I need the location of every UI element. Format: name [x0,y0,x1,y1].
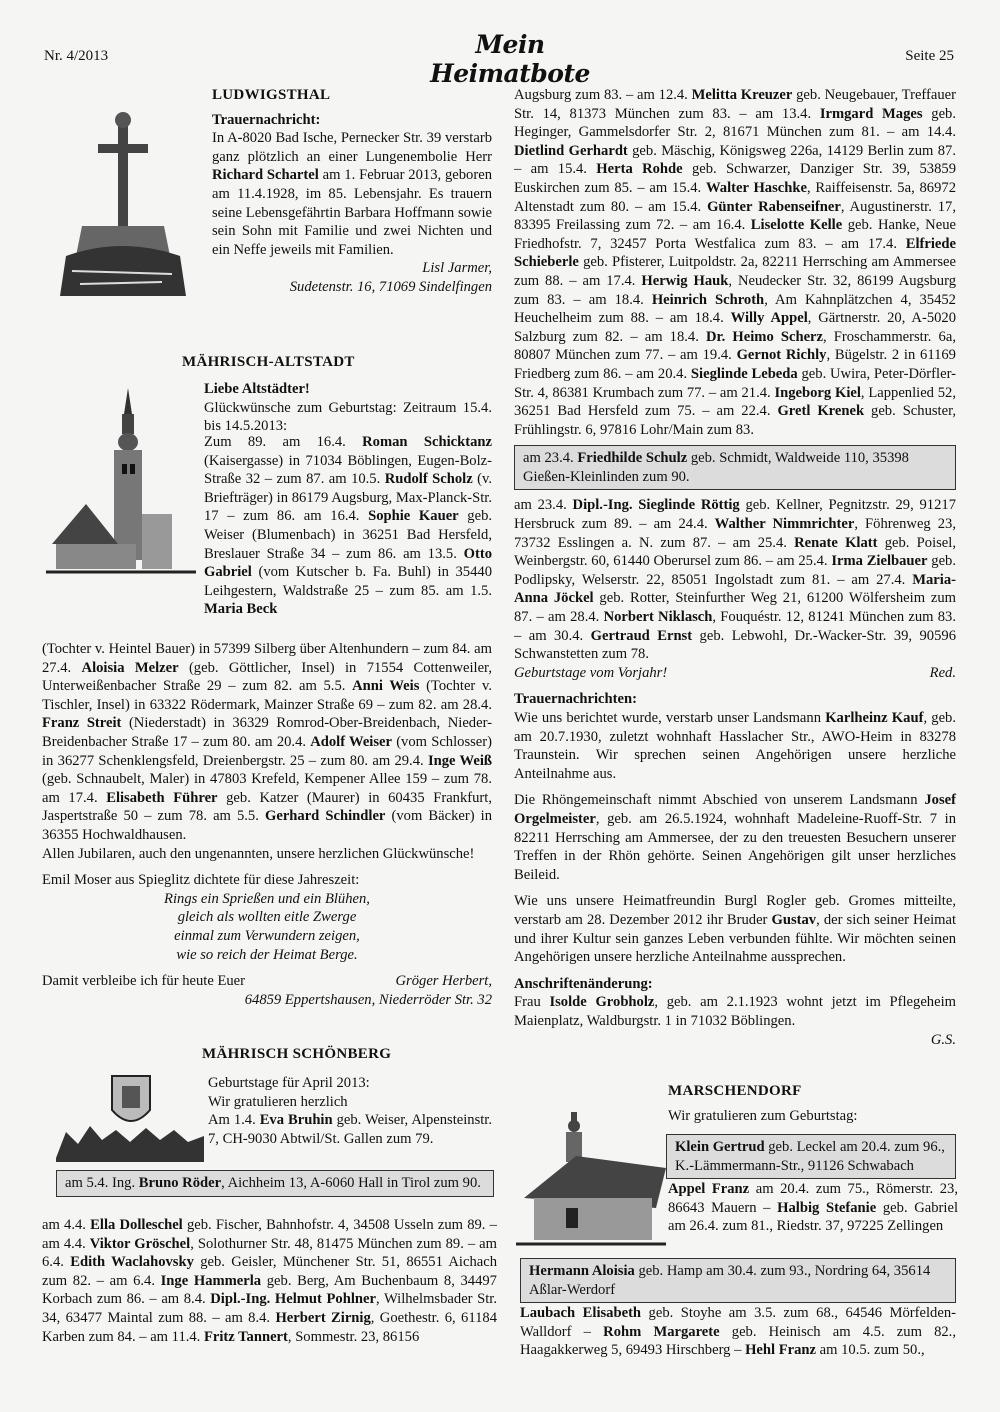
poem-intro: Emil Moser aus Spieglitz dichtete für diese Jahreszeit: [42,872,360,889]
schoenberg-birthdays: am 4.4. Ella Dolleschel geb. Fischer, Bahnhofstr. 4, 34508 Usseln zum 89. – am 4.4. Viktor Gröschel, Solothurner Str. 48, 81475 München zum 89. – am 6.4. Edith Waclahovsky geb. Geisler, Münchener Str. 51, 86551 Aichach zum 82. – am 6.4. Inge Hammerla geb. Berg, Am Buchenbaum 8, 34497 Korbach zum 86. – am 8.4. Dipl.-Ing. Helmut Pohlner, Wilhelmsbader Str. 34, 63477 Maintal zum 88. – am 8.4. Herbert Zirnig, Goethestr. 6, 61184 Karben zum 84. – am 11.4. Fritz Tannert, Sommestr. 23, 86156 [42,1217,498,1345]
altstadt-birthday-list: Zum 89. am 16.4. Roman Schicktanz (Kaisergasse) in 71034 Böblingen, Eugen-Bolz-Straße 32 – zum 87. am 10.5. Rudolf Scholz (v. Briefträger) in 86179 Augsburg, Max-Planck-Str. 17 – zum 86. am 16.4. Sophie Kauer geb. Weiser (Blumenbach) in 36251 Bad Hersfeld, Breslauer Straße 34 – zum 86. am 13.5. Otto Gabriel (vom Kutscher b. Fa. Buhl) in 35440 Leihgestern, Waldstraße 25 – zum 85. am 1.5. Maria Beck [204,434,493,618]
marschendorf-header: MARSCHENDORF Wir gratulieren zum Geburtstag: [668,1083,858,1124]
signature-address-altstadt: 64859 Eppertshausen, Niederröder Str. 32 [244,991,492,1008]
issue-number: Nr. 4/2013 [44,48,109,64]
right-column [514,86,956,1049]
signature-address: Sudetenstr. 16, 71069 Sindelfingen [289,278,492,295]
cross-illustration [52,96,192,306]
ludwigsthal-section [212,86,492,297]
section-title-ludwigsthal: LUDWIGSTHAL [212,87,331,103]
highlight-box-hermann-aloisia: Hermann Aloisia geb. Hamp am 30.4. zum 93., Nordring 64, 35614 Aßlar-Werdorf [520,1258,956,1303]
obituary-text: In A-8020 Bad Ische, Pernecker Str. 39 verstarb ganz plötzlich an einer Lungenembolie Herr Richard Schartel am 1. Februar 2013, geboren am 11.4.1928, im 85. Lebensjahr. Es trauern seine Lebensgefährtin Barbara Hoffmann sowie sein Sohn mit Familie und zwei Nichten und ein Neffe jeweils mit Familien. [212,130,492,258]
birthday-list-continued: Augsburg zum 83. – am 12.4. Melitta Kreuzer geb. Neugebauer, Treffauer Str. 14, 81373 München zum 83. – am 13.4. Irmgard Mages geb. Heginger, Gammelsdorfer Str. 2, 81671 München zum 81. – am 14.4. Dietlind Gerhardt geb. Mäschig, Königsweg 226a, 14129 Berlin zum 87. – am 15.4. Herta Rohde geb. Schwarzer, Danziger Str. 39, 53859 Euskirchen zum 85. – am 15.4. Walter Haschke, Raiffeisenstr. 5a, 86972 Altenstadt zum 80. – am 15.4. Günter Rabenseifner, Augustinerstr. 17, 83395 Freilassing zum 72. – am 16.4. Liselotte Kelle geb. Hanke, Neue Friedhofstr. 7, 32457 Porta Westfalica zum 83. – am 17.4. Elfriede Schieberle geb. Pfisterer, Luitpoldstr. 2a, 82211 Herrsching am Ammersee zum 88. – am 17.4. Herwig Hauk, Neudecker Str. 32, 86199 Augsburg zum 83. – am 18.4. Heinrich Schroth, Am Kahnplätzchen 4, 35452 Heuchelheim zum 88. – am 18.4. Willy Appel, Gärtnerstr. 20, A-5020 Salzburg zum 82. – am 18.4. Dr. Heimo Scherz, Froschammerstr. 6a, 80807 München zum 77. – am 19.4. Gernot Richly, Bügelstr. 2 in 61169 Friedberg zum 86. – am 20.4. Sieglinde Lebeda geb. Uwira, Peter-Dörfler-Str. 4, 86381 Krumbach zum 77. – am 21.4. Ingeborg Kiel, Lappenlied 52, 36251 Bad Hersfeld zum 75. – am 22.4. Gretl Krenek geb. Schuster, Frühlingstr. 6, 97816 Lohr/Main zum 83. [514,87,957,438]
altstadt-birthdays [42,433,492,619]
obituary-gustav: Wie uns unsere Heimatfreundin Burgl Rogler geb. Gromes mitteilte, verstarb am 28. Dezember 2012 ihr Bruder Gustav, der sich seiner Heimat und ihrer Kultur sein ganzes Leben verbunden fühlte. Wir möchten seinen Angehörigen unsere herzliche Anteilnahme aussprechen. [514,893,957,966]
town-coat-of-arms-illustration [56,1070,204,1162]
altstadt-greeting: Liebe Altstädter! Glückwünsche zum Geburtstag: Zeitraum 15.4. bis 14.5.2013: [204,381,492,435]
poem: Rings ein Sprießen und ein Blühen, gleich als wollten eitle Zwerge einmal zum Verwundern zeigen, wie so reich der Heimat Berge. [164,890,370,963]
section-title-schoenberg: MÄHRISCH SCHÖNBERG [202,1046,392,1062]
page-number: Seite 25 [905,48,954,64]
marschendorf-birthdays: Appel Franz am 20.4. zum 75., Römerstr. 23, 86643 Mauern – Halbig Stefanie geb. Gabriel am 26.4. zum 81., Riedstr. 37, 97225 Zellingen [668,1181,959,1235]
masthead-logo: Mein Heimatbote [430,30,590,88]
initials-signature: G.S. [930,1031,956,1048]
highlight-box-klein-gertrud: Klein Gertrud geb. Leckel am 20.4. zum 96., K.-Lämmermann-Str., 91126 Schwabach [666,1134,956,1179]
altstadt-birthdays-cont: (Tochter v. Heintel Bauer) in 57399 Silberg über Altenhundern – zum 84. am 27.4. Aloisia Melzer (geb. Göttlicher, Insel) in 71554 Cottenweiler, Unterweißenbacher Straße 29 – zum 82. am 5.5. Anni Weis (Tochter v. Tischler, Insel) in 63322 Rödermark, Mainzer Straße 69 – zum 82. am 28.4. Franz Streit (Niederstadt) in 36329 Romrod-Ober-Breidenbach, Nieder-Breidenbacher Straße 17 – zum 80. am 20.4. Adolf Weiser (vom Schlosser) in 36277 Schenklengsfeld, Dreienbergstr. 25 – zum 80. am 29.4. Inge Weiß (geb. Schnaubelt, Maler) in 47803 Krefeld, Kempener Allee 159 – zum 78. am 17.4. Elisabeth Führer geb. Katzer (Maurer) in 60435 Frankfurt, Jaspertstraße 50 – zum 78. am 5.5. Gerhard Schindler (vom Bäcker) in 36355 Hochwaldhausen. Allen Jubilaren, auch den ungenannten, unsere herzlichen Glückwünsche! Emil Moser aus Spieglitz dichtete für diese Jahreszeit: Rings ein Sprießen und ein Blühen, gleich als wollten eitle Zwerge einmal zum Verwundern zeigen, wie so reich der Heimat Berge. Damit verbleibe ich für heute Euer Gröger Herbert, 64859 Eppertshausen, Niederröder Str. 32 [42,641,493,1008]
birthday-list-part2: am 23.4. Dipl.-Ing. Sieglinde Röttig geb. Kellner, Pegnitzstr. 29, 91217 Hersbruck zum 89. – am 24.4. Walther Nimmrichter, Föhrenweg 23, 73732 Esslingen a. N. zum 87. – am 25.4. Renate Klatt geb. Poisel, Weinbergstr. 60, 61440 Oberursel zum 86. – am 25.4. Irma Zielbauer geb. Podlipsky, Welserstr. 22, 85051 Ingolstadt zum 81. – am 27.4. Maria-Anna Jöckel geb. Rotter, Steinfurther Weg 21, 61200 Wölfersheim zum 87. – am 28.4. Norbert Niklasch, Fouquéstr. 12, 81241 München zum 83. – am 30.4. Gertraud Ernst geb. Lebwohl, Dr.-Wacker-Str. 39, 90596 Schwanstetten zum 78. [514,497,956,663]
subheading-address-change: Anschriftenänderung: [514,975,653,992]
section-title-altstadt: MÄHRISCH-ALTSTADT [182,354,355,370]
altstadt-closing: Allen Jubilaren, auch den ungenannten, unsere herzlichen Glückwünsche! [42,845,475,862]
marschendorf-birthdays-2: Laubach Elisabeth geb. Stoyhe am 3.5. zum 68., 64546 Mörfelden-Walldorf – Rohm Margarete geb. Heinisch am 4.5. zum 82., Haagakkerweg 5, 69493 Hirschberg – Hehl Franz am 10.5. zum 50., [520,1305,956,1359]
highlight-box-friedhilde-schulz: am 23.4. Friedhilde Schulz geb. Schmidt, Waldweide 110, 35398 Gießen-Kleinlinden zum 90. [514,445,956,490]
vorjahr-line: Geburtstage vom Vorjahr! Red. [514,664,956,681]
obituary-kauf: Wie uns berichtet wurde, verstarb unser Landsmann Karlheinz Kauf, geb. am 20.7.1930, zuletzt wohnhaft Hasslacher Str., AWO-Heim in 83278 Traunstein. Wir sprechen seinen Angehörigen unsere herzliche Anteilnahme aus. [514,710,956,782]
highlight-box-bruno-roeder: am 5.4. Ing. Bruno Röder, Aichheim 13, A-6060 Hall in Tirol zum 90. [56,1170,494,1197]
address-change-text: Frau Isolde Grobholz, geb. am 2.1.1923 wohnt jetzt im Pflegeheim Maienplatz, Waldburgstr. 1 in 71032 Böblingen. [514,994,956,1029]
signature-name: Lisl Jarmer, [422,260,492,277]
schoenberg-intro: Geburtstage für April 2013: Wir gratulieren herzlich Am 1.4. Eva Bruhin geb. Weiser, Alpensteinstr. 7, CH-9030 Abtwil/St. Gallen zum 79. [208,1075,493,1147]
subheading-obituaries: Trauernachrichten: [514,691,637,708]
obituary-orgelmeister: Die Rhöngemeinschaft nimmt Abschied von unserem Landsmann Josef Orgelmeister, geb. am 26.5.1924, wohnhaft Madeleine-Ruoff-Str. 7 in 82211 Herrsching am Ammersee, der zu den treuesten Besuchern unserer Treffen in der Rhön gehörte. Seinen Angehörigen gilt unser herzliches Beileid. [514,792,956,883]
subheading-obituary: Trauernachricht: [212,111,321,128]
farewell-line: Damit verbleibe ich für heute Euer Gröger Herbert, [42,973,492,990]
chapel-illustration [516,1108,666,1248]
